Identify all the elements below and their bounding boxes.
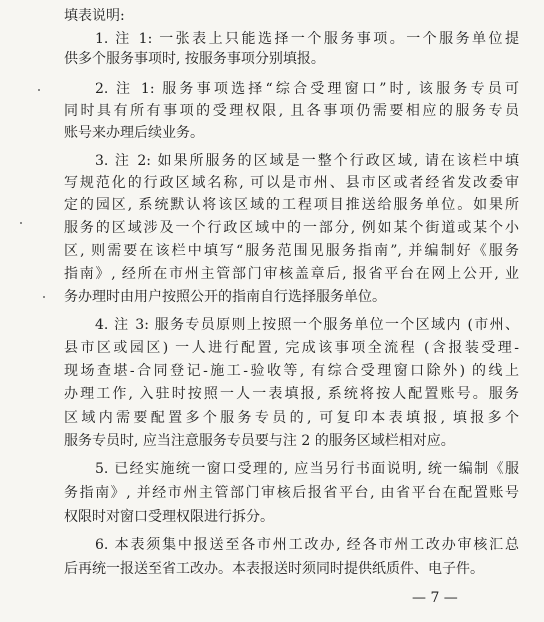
paragraph-6-line-2: 后再统一报送至省工改办。本表报送时须同时提供纸质件、电子件。 (64, 561, 484, 577)
paragraph-2-line-2: 同时具有所有事项的受理权限, 且各事项仍需要相应的服务专员 (64, 103, 519, 119)
scan-speck (20, 222, 22, 224)
paragraph-4-line-5: 区域内需要配置多个服务专员的, 可复印本表填报, 填报多个 (64, 410, 519, 426)
paragraph-5-line-1: 5. 已经实施统一窗口受理的, 应当另行书面说明, 统一编制《服 (95, 461, 519, 477)
paragraph-4-line-1: 4. 注 3: 服务专员原则上按照一个服务单位一个区域内 (市州、 (95, 317, 519, 333)
paragraph-3-line-5: 区, 则需要在该栏中填写“服务范围见服务指南”, 并编制好《服务 (64, 243, 519, 259)
paragraph-4-line-3: 现场查堪-合同登记-施工-验收等, 有综合受理窗口除外) 的线上 (64, 363, 519, 379)
document-heading: 填表说明: (64, 8, 125, 24)
paragraph-4-line-4: 办理工作, 入驻时按照一人一表填报, 系统将按人配置账号。服务 (64, 386, 519, 402)
paragraph-3-line-3: 定的园区, 系统默认将该区域的工程项目推送给服务单位。如果所 (64, 197, 519, 213)
paragraph-1-line-1: 1. 注 1: 一张表上只能选择一个服务事项。一个服务单位提 (95, 31, 519, 47)
paragraph-1-line-2: 供多个服务事项时, 按服务事项分别填报。 (64, 51, 325, 67)
page-number: — 7 — (412, 590, 458, 606)
scan-speck (38, 89, 40, 91)
paragraph-3-line-1: 3. 注 2: 如果所服务的区域是一整个行政区域, 请在该栏中填 (95, 153, 519, 169)
paragraph-4-line-6: 服务专员时, 应当注意服务专员要与注 2 的服务区域栏相对应。 (64, 433, 455, 449)
paragraph-3-line-2: 写规范化的行政区域名称, 可以是市州、县市区或者经省发改委审 (64, 175, 519, 191)
paragraph-3-line-7: 务办理时由用户按照公开的指南自行选择服务单位。 (64, 289, 386, 305)
paragraph-3-line-6: 指南》, 经所在市州主管部门审核盖章后, 报省平台在网上公开, 业 (64, 266, 519, 282)
paragraph-4-line-2: 县市区或园区) 一人进行配置, 完成该事项全流程 (含报装受理- (64, 340, 519, 356)
paragraph-6-line-1: 6. 本表须集中报送至各市州工改办, 经各市州工改办审核汇总 (95, 537, 519, 553)
scan-speck (43, 296, 45, 298)
paragraph-5-line-3: 权限时对窗口受理权限进行拆分。 (64, 509, 274, 525)
paragraph-3-line-4: 服务的区域涉及一个行政区域中的一部分, 例如某个街道或某个小 (64, 220, 519, 236)
paragraph-5-line-2: 务指南》, 并经市州主管部门审核后报省平台, 由省平台在配置账号 (64, 485, 519, 501)
paragraph-2-line-1: 2. 注 1: 服务事项选择“综合受理窗口”时, 该服务专员可 (95, 81, 519, 97)
paragraph-2-line-3: 账号来办理后续业务。 (64, 125, 204, 141)
